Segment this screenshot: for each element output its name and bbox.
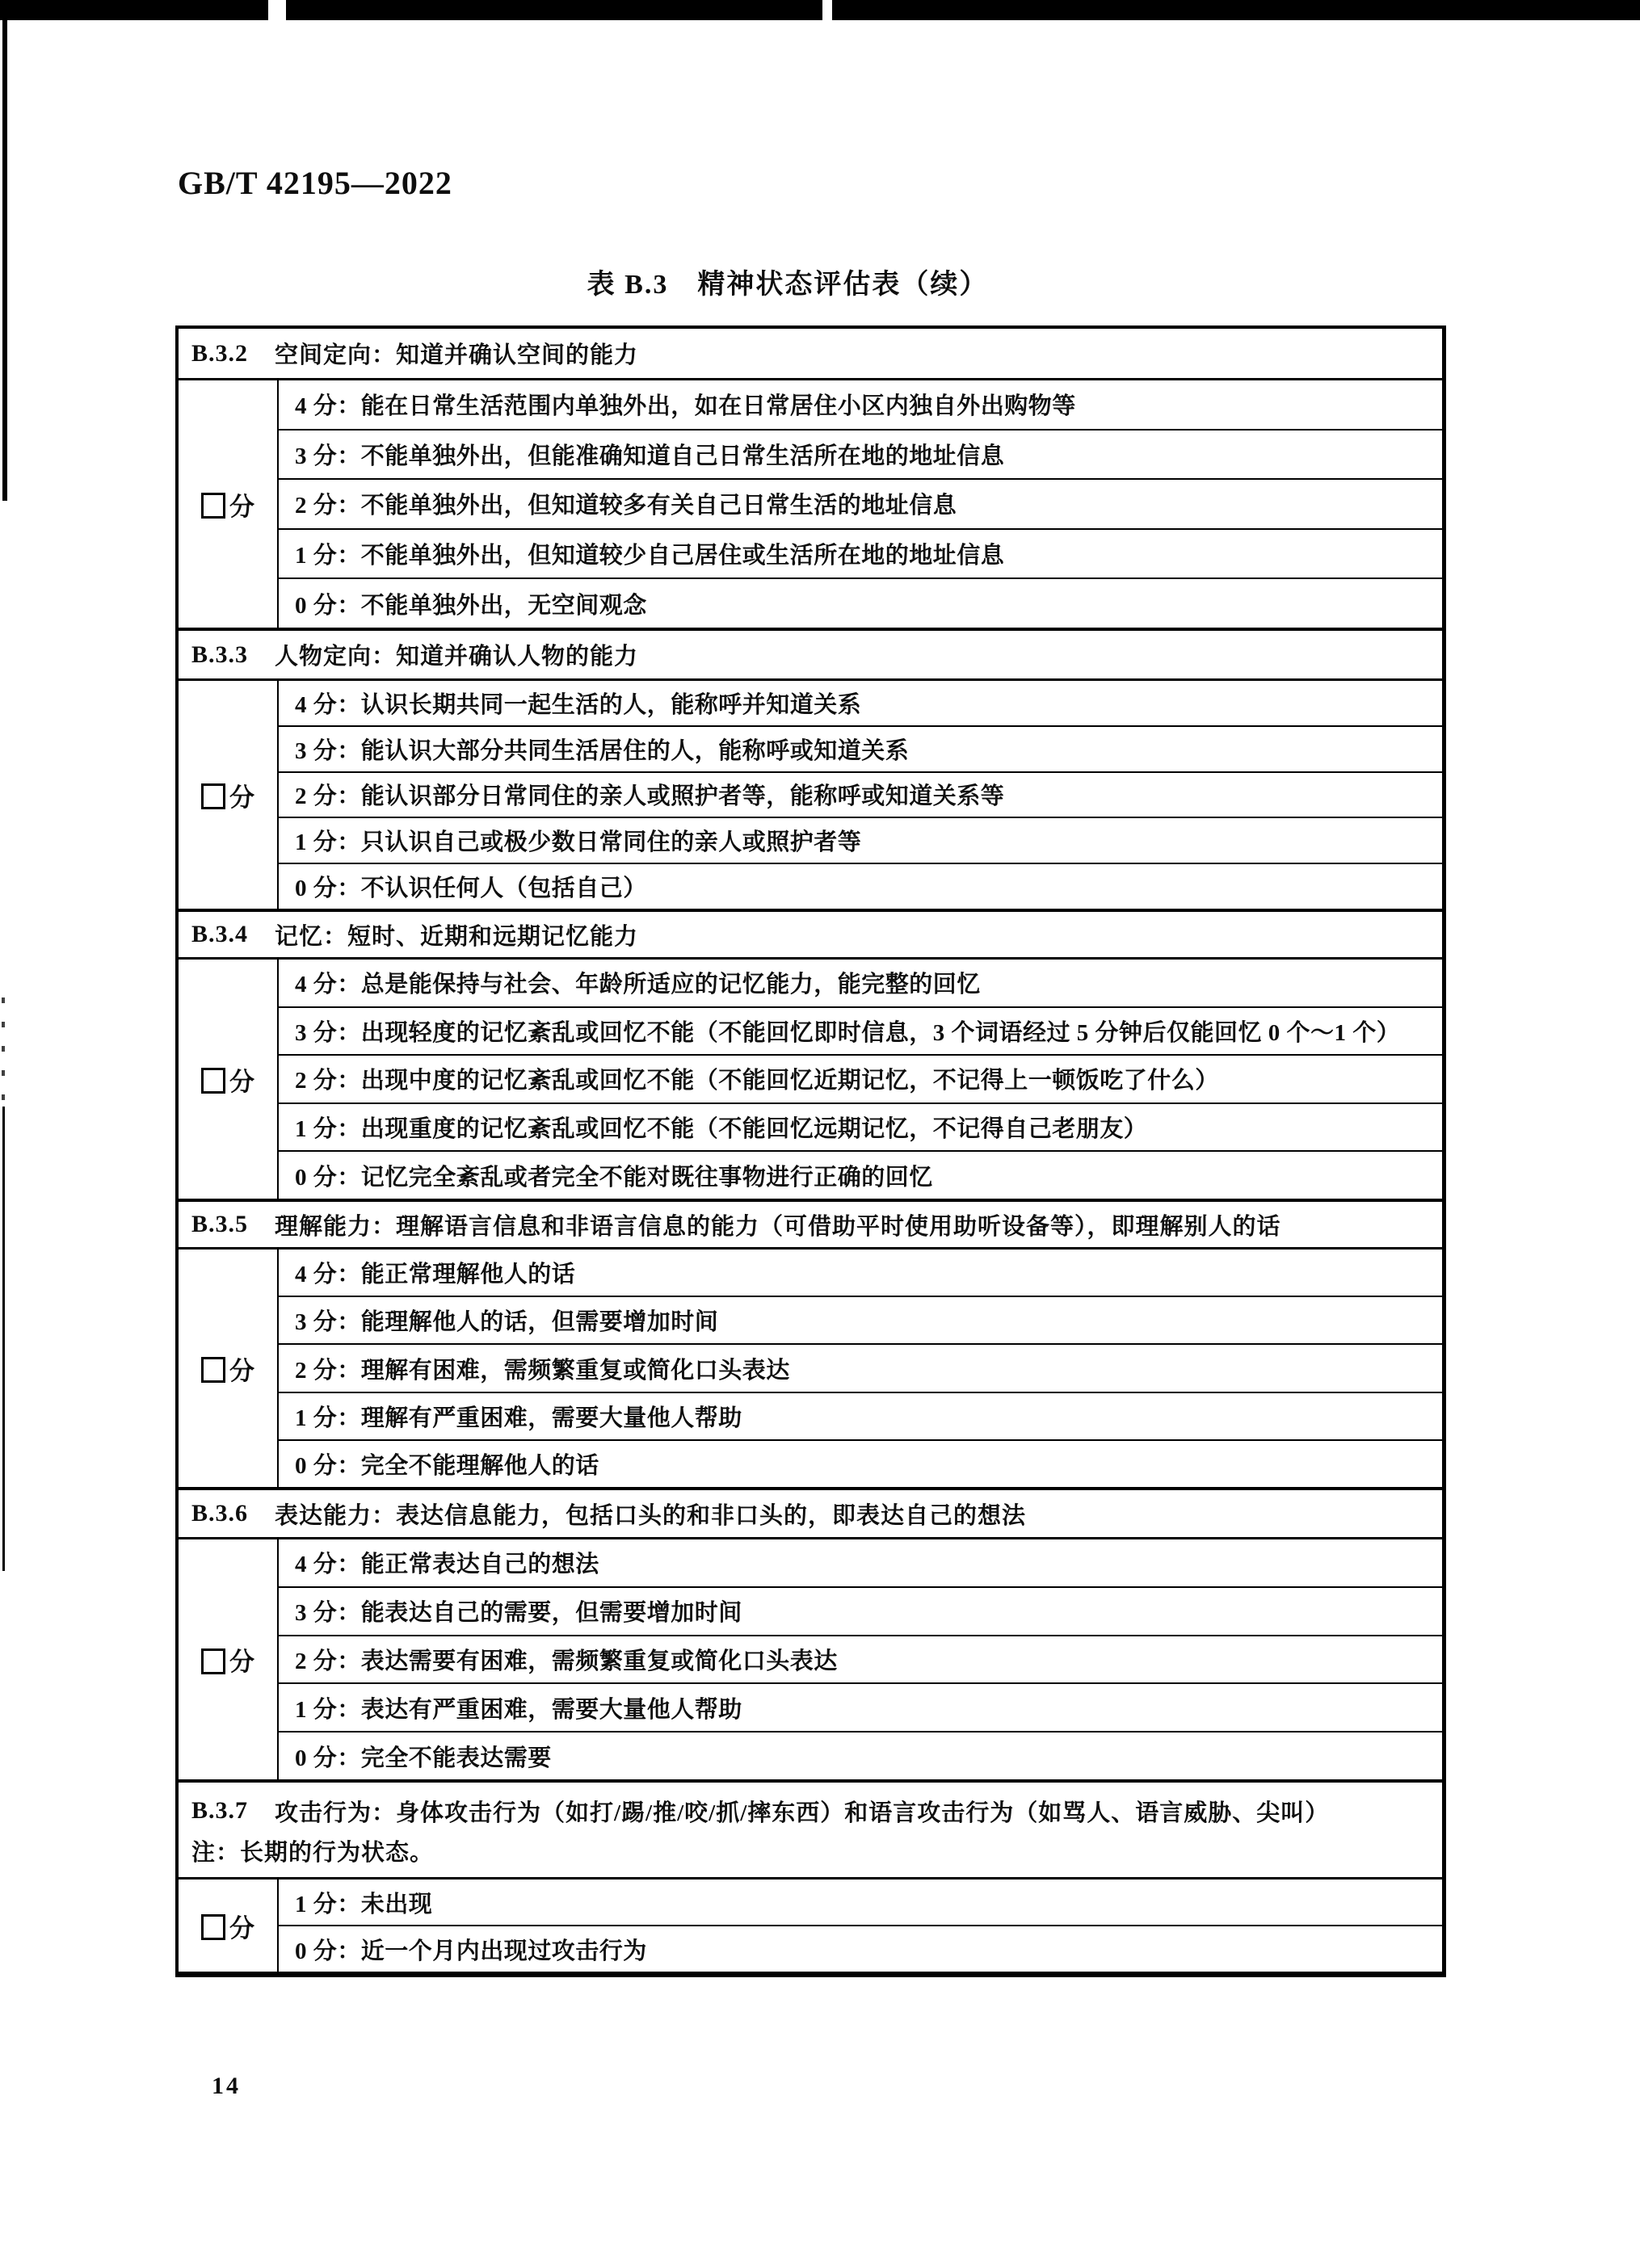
score-checkbox-icon [201, 1068, 225, 1094]
score-cell [179, 960, 279, 1199]
option-rows [279, 380, 1442, 628]
section-body [179, 960, 1442, 1199]
section-note: 注：长期的行为状态。 [191, 1839, 435, 1866]
section-title: 人物定向：知道并确认人物的能力 [275, 644, 639, 670]
scan-artifact-left-edge-line [2, 998, 5, 1107]
scan-artifact-notch [822, 0, 832, 20]
score-option-row: 0 分：不认识任何人（包括自己） [295, 876, 647, 902]
section-header [179, 1783, 1442, 1880]
score-option-row: 3 分：能认识大部分共同生活居住的人，能称呼或知道关系 [279, 727, 1442, 773]
scan-artifact-notch [268, 0, 286, 20]
section-body [179, 1250, 1442, 1487]
score-cell [179, 1880, 279, 1972]
section-b32 [179, 329, 1442, 631]
section-title: 记忆：短时、近期和远期记忆能力 [275, 923, 639, 950]
score-option-row: 3 分：不能单独外出，但能准确知道自己日常生活所在地的地址信息 [279, 430, 1442, 481]
score-cell [179, 681, 279, 909]
score-cell [179, 380, 279, 628]
score-cell-label: 分 [229, 1913, 254, 1942]
option-rows [279, 960, 1442, 1199]
option-rows [279, 1880, 1442, 1972]
table-title: 表 B.3 精神状态评估表（续） [587, 270, 989, 300]
score-option-row: 3 分：能表达自己的需要，但需要增加时间 [279, 1588, 1442, 1636]
option-rows [279, 1250, 1442, 1487]
section-header [179, 329, 1442, 380]
section-number: B.3.4 [191, 921, 249, 947]
scan-artifact-left-edge-line [2, 1107, 5, 1571]
score-option-row: 1 分：不能单独外出，但知道较少自己居住或生活所在地的地址信息 [279, 530, 1442, 580]
section-title: 攻击行为：身体攻击行为（如打/踢/推/咬/抓/摔东西）和语言攻击行为（如骂人、语言威胁、尖叫） [275, 1800, 1330, 1826]
section-body [179, 1880, 1442, 1972]
section-number: B.3.5 [191, 1211, 249, 1237]
section-header [179, 1202, 1442, 1250]
score-cell-label: 分 [229, 1067, 254, 1096]
score-option-row: 1 分：未出现 [279, 1880, 1442, 1926]
score-checkbox-icon [201, 783, 225, 809]
score-option-row: 2 分：出现中度的记忆紊乱或回忆不能（不能回忆近期记忆，不记得上一顿饭吃了什么） [279, 1056, 1442, 1104]
option-rows [279, 1539, 1442, 1779]
score-option-row: 1 分：出现重度的记忆紊乱或回忆不能（不能回忆远期记忆，不记得自己老朋友） [279, 1104, 1442, 1153]
section-body [179, 1539, 1442, 1779]
score-checkbox-icon [201, 1648, 225, 1674]
section-header [179, 631, 1442, 681]
score-option-row: 3 分：出现轻度的记忆紊乱或回忆不能（不能回忆即时信息，3 个词语经过 5 分钟后仅能回忆 0 个～1 个） [279, 1008, 1442, 1056]
section-b34 [179, 912, 1442, 1202]
scan-artifact-left-edge-line [2, 20, 7, 501]
section-body [179, 380, 1442, 628]
score-option-row: 2 分：表达需要有困难，需频繁重复或简化口头表达 [279, 1636, 1442, 1685]
score-option-row: 0 分：不能单独外出，无空间观念 [295, 592, 647, 619]
page-number: 14 [212, 2073, 241, 2099]
score-option-row: 4 分：能正常表达自己的想法 [279, 1539, 1442, 1588]
score-option-row: 4 分：认识长期共同一起生活的人，能称呼并知道关系 [279, 681, 1442, 727]
score-option-row: 1 分：只认识自己或极少数日常同住的亲人或照护者等 [279, 818, 1442, 864]
score-checkbox-icon [201, 1357, 225, 1383]
section-header [179, 912, 1442, 960]
score-cell [179, 1539, 279, 1779]
section-b35 [179, 1202, 1442, 1490]
score-cell [179, 1250, 279, 1487]
section-header [179, 1490, 1442, 1539]
score-option-row: 0 分：完全不能理解他人的话 [295, 1452, 599, 1479]
standard-code: GB/T 42195—2022 [178, 165, 452, 201]
score-option-row: 2 分：能认识部分日常同住的亲人或照护者等，能称呼或知道关系等 [279, 773, 1442, 819]
section-number: B.3.6 [191, 1500, 249, 1527]
score-option-row: 0 分：近一个月内出现过攻击行为 [295, 1938, 647, 1964]
section-b37 [179, 1783, 1442, 1972]
assessment-table [175, 326, 1446, 1977]
score-option-row: 4 分：总是能保持与社会、年龄所适应的记忆能力，能完整的回忆 [279, 960, 1442, 1008]
score-option-row: 1 分：理解有严重困难，需要大量他人帮助 [279, 1393, 1442, 1441]
score-option-row: 0 分：记忆完全紊乱或者完全不能对既往事物进行正确的回忆 [295, 1164, 933, 1191]
score-option-row: 2 分：不能单独外出，但知道较多有关自己日常生活的地址信息 [279, 480, 1442, 530]
score-cell-label: 分 [229, 783, 254, 812]
score-checkbox-icon [201, 1914, 225, 1940]
score-option-row: 4 分：能在日常生活范围内单独外出，如在日常居住小区内独自外出购物等 [279, 380, 1442, 430]
score-option-row: 1 分：表达有严重困难，需要大量他人帮助 [279, 1684, 1442, 1732]
section-body [179, 681, 1442, 909]
score-option-row: 2 分：理解有困难，需频繁重复或简化口头表达 [279, 1345, 1442, 1392]
section-title: 理解能力：理解语言信息和非语言信息的能力（可借助平时使用助听设备等），即理解别人的话 [275, 1213, 1281, 1240]
section-b36 [179, 1490, 1442, 1783]
score-cell-label: 分 [229, 1356, 254, 1385]
section-title: 空间定向：知道并确认空间的能力 [275, 342, 639, 368]
score-option-row: 0 分：完全不能表达需要 [295, 1745, 552, 1771]
score-cell-label: 分 [229, 492, 254, 521]
score-checkbox-icon [201, 493, 225, 519]
scan-artifact-top-bar [0, 0, 1640, 20]
section-number: B.3.2 [191, 339, 249, 367]
section-title: 表达能力：表达信息能力，包括口头的和非口头的，即表达自己的想法 [275, 1502, 1027, 1529]
score-cell-label: 分 [229, 1648, 254, 1676]
option-rows [279, 681, 1442, 909]
section-b33 [179, 631, 1442, 912]
section-number: B.3.3 [191, 640, 249, 668]
score-option-row: 4 分：能正常理解他人的话 [279, 1250, 1442, 1297]
score-option-row: 3 分：能理解他人的话，但需要增加时间 [279, 1297, 1442, 1345]
section-number: B.3.7 [191, 1797, 249, 1824]
